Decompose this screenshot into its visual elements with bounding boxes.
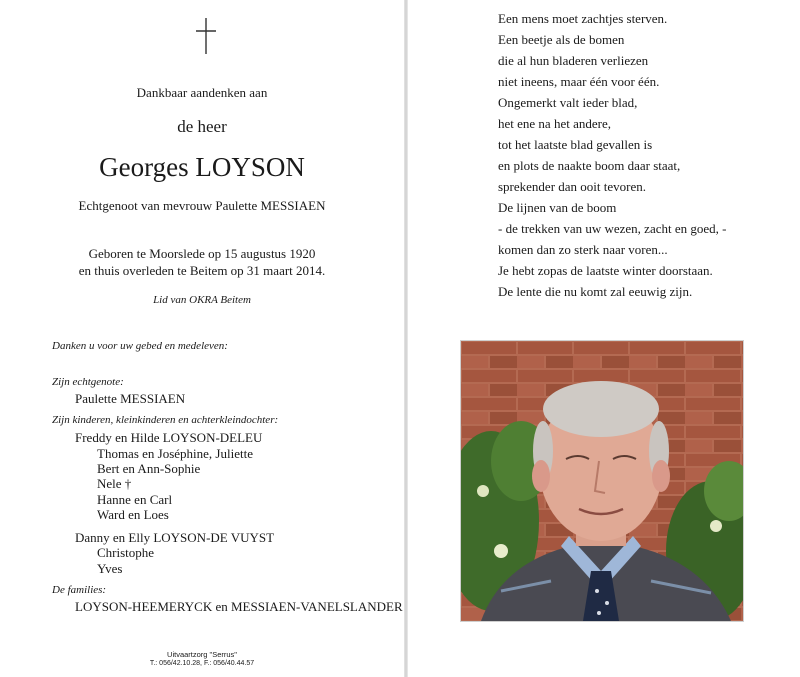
poem-line: sprekender dan ooit tevoren.	[498, 179, 647, 194]
family-2-parents: Danny en Elly LOYSON-DE VUYST	[75, 530, 275, 545]
deceased-name	[0, 152, 404, 183]
poem-line: Je hebt zopas de laatste winter doorstaan.	[498, 263, 713, 278]
first-name: Georges	[99, 152, 189, 182]
families-names: LOYSON-HEEMERYCK en MESSIAEN-VANELSLANDER	[75, 599, 403, 614]
honorific: de heer	[177, 117, 227, 136]
list-item: Ward en Loes	[97, 507, 169, 522]
families-heading: De families:	[52, 584, 107, 596]
poem-line: - de trekken van uw wezen, zacht en goed, -	[498, 221, 727, 236]
poem-line: komen dan zo sterk naar voren...	[498, 242, 668, 257]
funeral-home: Uitvaartzorg "Serrus"	[167, 650, 237, 659]
poem-line: die al hun bladeren verliezen	[498, 53, 649, 68]
portrait-image	[461, 341, 743, 621]
poem-line: het ene na het andere,	[498, 116, 611, 131]
born-line: Geboren te Moorslede op 15 augustus 1920	[88, 246, 316, 261]
spouse-line: Echtgenoot van mevrouw Paulette MESSIAEN	[78, 198, 326, 213]
cross-icon	[194, 17, 218, 55]
thanks-heading: Danken u voor uw gebed en medeleven:	[52, 340, 228, 352]
list-item: Thomas en Joséphine, Juliette	[97, 446, 253, 461]
poem-line: Ongemerkt valt ieder blad,	[498, 95, 638, 110]
poem	[498, 8, 726, 302]
died-line: en thuis overleden te Beitem op 31 maart 2014.	[78, 263, 326, 278]
family-1-parents: Freddy en Hilde LOYSON-DELEU	[75, 430, 263, 445]
spouse-name: Paulette MESSIAEN	[75, 391, 186, 406]
last-name: LOYSON	[195, 152, 305, 182]
list-item: Nele †	[97, 476, 132, 491]
poem-line: niet ineens, maar één voor één.	[498, 74, 660, 89]
list-item: Bert en Ann-Sophie	[97, 461, 201, 476]
children-heading: Zijn kinderen, kleinkinderen en achterkleindochter:	[52, 414, 279, 426]
poem-line: De lijnen van de boom	[498, 200, 617, 215]
funeral-home-contact: T.: 056/42.10.28, F.: 056/40.44.57	[149, 660, 255, 667]
poem-line: Een beetje als de bomen	[498, 32, 625, 47]
list-item: Yves	[97, 561, 123, 576]
poem-line: tot het laatste blad gevallen is	[498, 137, 653, 152]
poem-line: Een mens moet zachtjes sterven.	[498, 11, 668, 26]
poem-line: De lente die nu komt zal eeuwig zijn.	[498, 284, 693, 299]
spouse-heading: Zijn echtgenote:	[52, 376, 124, 388]
list-item: Christophe	[97, 545, 155, 560]
membership: Lid van OKRA Beitem	[153, 294, 251, 306]
intro-text: Dankbaar aandenken aan	[136, 85, 268, 100]
portrait-photo	[460, 340, 744, 622]
list-item: Hanne en Carl	[97, 492, 173, 507]
poem-line: en plots de naakte boom daar staat,	[498, 158, 681, 173]
